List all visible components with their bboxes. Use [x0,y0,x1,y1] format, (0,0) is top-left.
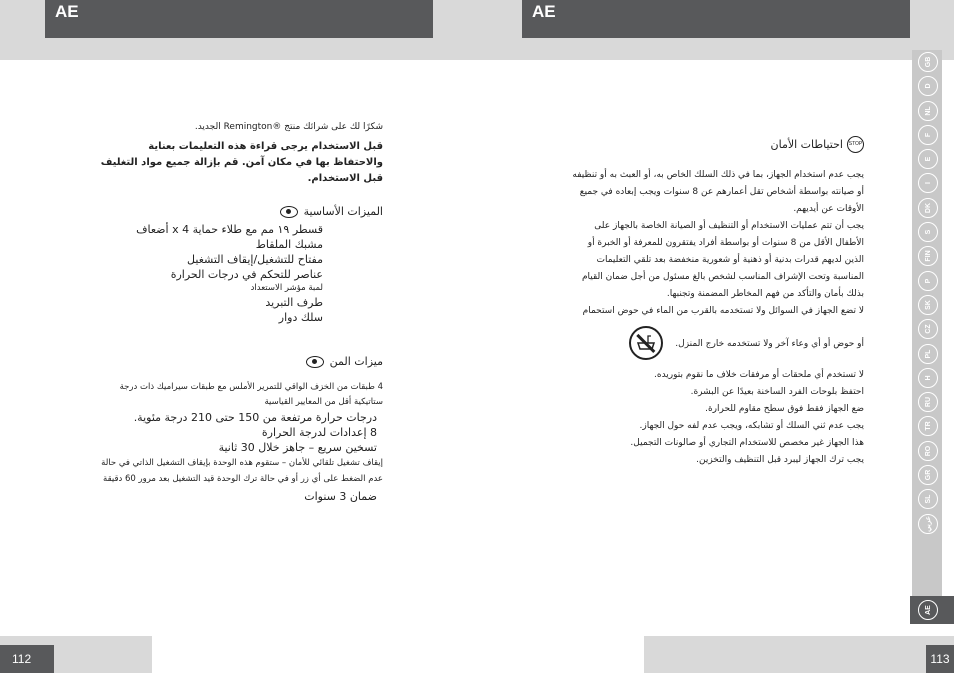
intro-thanks: شكرًا لك على شرائك منتج ®Remington الجديد. [194,122,383,132]
language-tab[interactable]: RU [918,392,938,412]
right-page-number: 113 [926,645,954,673]
language-tab[interactable]: GR [918,465,938,485]
benefits-list [100,380,383,504]
language-tab[interactable]: SL [918,489,938,509]
feature-item: قسطر ١٩ مم مع طلاء حماية x 4 أضعاف [136,223,323,236]
safety-title: احتياطات الأمان [770,138,843,151]
language-tab[interactable]: E [918,149,938,169]
right-page-header: AE [522,0,910,38]
left-page-header: AE [45,0,433,38]
no-bathtub-icon [629,326,663,360]
benefit-item: 8 إعدادات لدرجة الحرارة [261,426,377,439]
language-tab[interactable]: H [918,368,938,388]
benefit-item: ضمان 3 سنوات [304,490,377,503]
benefit-item: 4 طبقات من الخزف الواقي للتمرير الأملس مع طبقات سيراميك ذات درجة ستاتيكية أقل من المعايير القياسية [119,382,383,407]
features-heading [100,205,383,218]
safety-heading [572,136,864,153]
language-tab[interactable]: F [918,125,938,145]
safety-paragraph: يجب عدم ثني السلك أو تشابكه، ويجب عدم لفه حول الجهاز. [639,421,864,431]
language-tab[interactable]: RO [918,441,938,461]
language-tab[interactable]: FIN [918,246,938,266]
language-tab[interactable]: P [918,271,938,291]
features-list [100,222,383,325]
feature-item: سلك دوار [278,311,323,324]
language-tab[interactable]: PL [918,344,938,364]
language-tab[interactable]: CZ [918,319,938,339]
eye-icon [306,356,324,368]
safety-paragraph: ضع الجهاز فقط فوق سطح مقاوم للحرارة. [705,404,864,414]
language-tab[interactable]: عربي [918,514,938,534]
safety-paragraph: يجب ترك الجهاز ليبرد قبل التنظيف والتخزين. [696,455,864,465]
intro-bold: قبل الاستخدام يرجى قراءة هذه التعليمات بعناية والاحتفاظ بها في مكان آمن. قم بإزالة جميع مواد التغليف قبل الاستخدام. [100,141,383,184]
language-tab[interactable]: NL [918,101,938,121]
language-tab[interactable]: D [918,76,938,96]
left-page-number: 112 [0,645,54,673]
language-tab[interactable]: TR [918,416,938,436]
language-tab[interactable]: DK [918,198,938,218]
language-tab[interactable]: SK [918,295,938,315]
language-tab-ae[interactable]: AE [918,600,938,620]
feature-item: لمبة مؤشر الاستعداد [250,283,323,293]
language-tab[interactable]: I [918,173,938,193]
safety-paragraph: يجب عدم استخدام الجهاز، بما في ذلك السلك الخاص به، أو العبث به أو تنظيفه أو صيانته بواسطة أشخاص تقل أعمارهم عن 8 سنوات ويجب إبعاده في جميع الأوقات عن أيديهم. [572,170,864,214]
benefit-mid-group [100,410,383,455]
language-tab[interactable]: GB [918,52,938,72]
benefit-item: درجات حرارة مرتفعة من 150 حتى 210 درجة مئوية. [133,411,377,424]
safety-paragraph: أو حوض أو أي وعاء آخر ولا تستخدمه خارج المنزل. [675,339,864,349]
benefits-title: ميزات المن [329,355,383,368]
eye-icon [280,206,298,218]
feature-item: مفتاح للتشغيل/إيقاف التشغيل [187,253,323,266]
left-page-content [100,120,383,504]
feature-item: طرف التبريد [265,296,323,309]
stop-icon: STOP [847,136,864,153]
benefit-item: إيقاف تشغيل تلقائي للأمان – ستقوم هذه الوحدة بإيقاف التشغيل الذاتي في حالة عدم الضغط على أي زر أو في حالة ترك الوحدة قيد التشغيل بعد مرور 60 دقيقة [101,458,383,484]
safety-paragraph: يجب أن تتم عمليات الاستخدام أو التنظيف أو الصيانة الخاصة بالجهاز على الأطفال الأقل من 8 سنوات أو بواسطة أفراد يفتقرون للمعرفة أو الخبرة أو الذين لديهم قدرات بدنية أو ذهنية أو شعورية منخفضة بعد تلقي التعليمات المناسبة وتحت الإشراف المناسب لشخص بالغ مسئول من أجل ضمان القيام بذلك بأمان والتأكد من فهم المخاطر المضمنة وتجنبها. [581,221,864,299]
safety-paragraph: هذا الجهاز غير مخصص للاستخدام التجاري أو صالونات التجميل. [630,438,864,448]
right-page-content [572,136,864,469]
safety-paragraph: احتفظ بلوحات الفرد الساخنة بعيدًا عن البشرة. [690,387,864,397]
bottom-gap [152,636,644,673]
language-tab[interactable]: S [918,222,938,242]
safety-paragraph: لا تستخدم أي ملحقات أو مرفقات خلاف ما نقوم بتوريده. [654,370,864,380]
language-tabs [916,52,940,538]
safety-paragraph: لا تضع الجهاز في السوائل ولا تستخدمه بالقرب من الماء في حوض استحمام [582,306,864,316]
feature-item: عناصر للتحكم في درجات الحرارة [170,268,323,281]
benefit-item: تسخين سريع – جاهز خلال 30 ثانية [218,441,377,454]
benefits-heading [100,355,383,368]
features-title: الميزات الأساسية [303,205,383,218]
active-language-tab[interactable] [910,596,954,624]
feature-item: مشبك الملقاط [255,238,323,251]
